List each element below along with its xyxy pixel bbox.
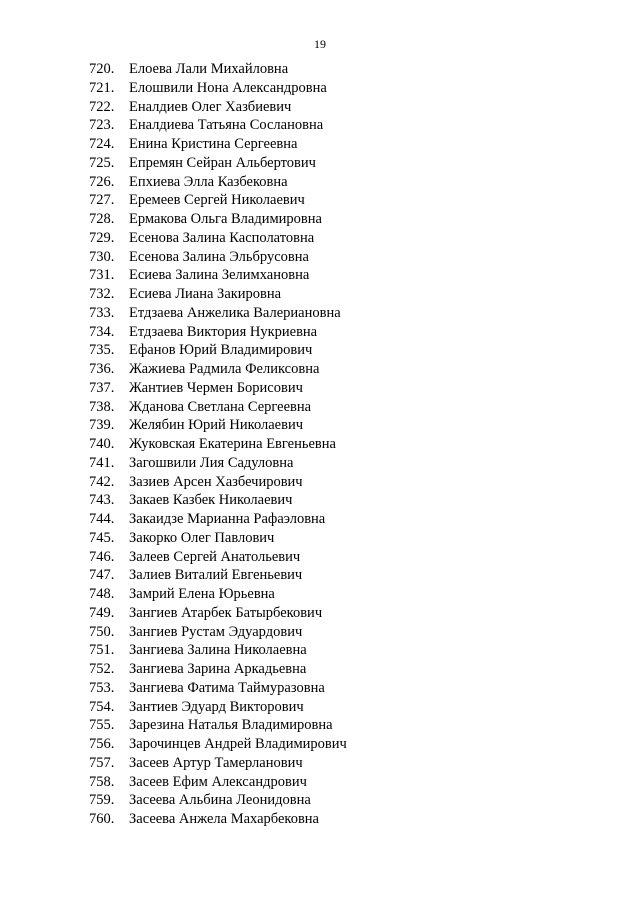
entry-name: Залеев Сергей Анатольевич <box>129 548 301 565</box>
list-item <box>89 60 347 79</box>
entry-number: 742. <box>89 473 115 490</box>
list-item <box>89 323 347 342</box>
entry-number: 725. <box>89 154 115 171</box>
entry-name: Еремеев Сергей Николаевич <box>129 192 305 209</box>
entry-name: Жуковская Екатерина Евгеньевна <box>129 436 336 452</box>
list-item <box>89 154 347 173</box>
entry-name: Желябин Юрий Николаевич <box>129 417 304 434</box>
list-item <box>89 229 347 248</box>
name-list <box>89 60 347 829</box>
entry-number: 739. <box>89 417 115 434</box>
entry-name: Елошвили Нона Александровна <box>129 79 327 96</box>
list-item <box>89 585 347 604</box>
list-item <box>89 173 347 192</box>
entry-name: Жантиев Чермен Борисович <box>129 379 303 396</box>
list-item <box>89 810 347 829</box>
entry-name: Закаидзе Марианна Рафаэловна <box>129 511 326 527</box>
entry-name: Етдзаева Анжелика Валериановна <box>129 304 341 321</box>
list-item <box>89 473 347 492</box>
entry-number: 744. <box>89 511 115 527</box>
list-item <box>89 135 347 154</box>
entry-number: 748. <box>89 586 115 602</box>
entry-number: 720. <box>89 61 115 77</box>
entry-number: 741. <box>89 454 115 471</box>
list-item <box>89 698 347 717</box>
list-item <box>89 266 347 285</box>
entry-number: 756. <box>89 736 115 752</box>
entry-number: 759. <box>89 792 115 809</box>
entry-number: 723. <box>89 117 115 134</box>
list-item <box>89 716 347 735</box>
list-item <box>89 491 347 510</box>
entry-name: Закорко Олег Павлович <box>129 529 275 546</box>
list-item <box>89 604 347 623</box>
entry-number: 749. <box>89 604 115 621</box>
entry-name: Закаев Казбек Николаевич <box>129 492 293 509</box>
entry-name: Зангиева Залина Николаевна <box>129 642 307 659</box>
entry-name: Ефанов Юрий Владимирович <box>129 342 313 359</box>
entry-number: 746. <box>89 548 115 565</box>
entry-number: 721. <box>89 79 115 96</box>
list-item <box>89 754 347 773</box>
list-item <box>89 79 347 98</box>
entry-name: Засеева Альбина Леонидовна <box>129 792 311 809</box>
list-item <box>89 510 347 529</box>
list-item <box>89 210 347 229</box>
entry-name: Зарезина Наталья Владимировна <box>129 717 333 734</box>
entry-name: Еналдиева Татьяна Сослановна <box>129 117 324 134</box>
list-item <box>89 341 347 360</box>
list-item <box>89 98 347 117</box>
list-item <box>89 116 347 135</box>
list-item <box>89 304 347 323</box>
entry-number: 753. <box>89 679 115 696</box>
entry-name: Засеев Артур Тамерланович <box>129 754 303 771</box>
entry-name: Залиев Виталий Евгеньевич <box>129 567 303 584</box>
list-item <box>89 548 347 567</box>
entry-number: 755. <box>89 717 115 734</box>
entry-number: 736. <box>89 361 115 377</box>
entry-name: Есенова Залина Эльбрусовна <box>129 248 309 265</box>
entry-number: 733. <box>89 304 115 321</box>
entry-number: 732. <box>89 286 115 302</box>
entry-name: Зарочинцев Андрей Владимирович <box>129 736 347 752</box>
entry-name: Есенова Залина Касполатовна <box>129 229 315 246</box>
entry-name: Жажиева Радмила Феликсовна <box>129 361 320 377</box>
entry-name: Енина Кристина Сергеевна <box>129 136 298 152</box>
entry-name: Епхиева Элла Казбековна <box>129 173 288 190</box>
entry-number: 734. <box>89 323 115 340</box>
entry-number: 738. <box>89 398 115 415</box>
list-item <box>89 398 347 417</box>
list-item <box>89 679 347 698</box>
entry-name: Есиева Лиана Закировна <box>129 286 282 302</box>
entry-name: Зангиев Атарбек Батырбекович <box>129 604 323 621</box>
list-item <box>89 360 347 379</box>
page-number: 19 <box>314 37 326 51</box>
entry-name: Жданова Светлана Сергеевна <box>129 398 312 415</box>
entry-number: 735. <box>89 342 115 359</box>
entry-number: 760. <box>89 811 115 827</box>
list-item <box>89 641 347 660</box>
entry-name: Еналдиев Олег Хазбиевич <box>129 98 292 115</box>
entry-number: 731. <box>89 267 115 284</box>
entry-number: 726. <box>89 173 115 190</box>
entry-number: 747. <box>89 567 115 584</box>
entry-number: 737. <box>89 379 115 396</box>
list-item <box>89 454 347 473</box>
entry-number: 751. <box>89 642 115 659</box>
entry-number: 757. <box>89 754 115 771</box>
entry-number: 724. <box>89 136 115 152</box>
entry-name: Етдзаева Виктория Нукриевна <box>129 323 318 340</box>
entry-number: 740. <box>89 436 115 452</box>
entry-number: 727. <box>89 192 115 209</box>
entry-name: Засеева Анжела Махарбековна <box>129 811 319 827</box>
entry-name: Елоева Лали Михайловна <box>129 61 289 77</box>
entry-name: Замрий Елена Юрьевна <box>129 586 275 602</box>
entry-number: 745. <box>89 529 115 546</box>
entry-name: Есиева Залина Зелимхановна <box>129 267 310 284</box>
list-item <box>89 735 347 754</box>
entry-number: 743. <box>89 492 115 509</box>
list-item <box>89 379 347 398</box>
entry-number: 752. <box>89 661 115 677</box>
entry-name: Зазиев Арсен Хазбечирович <box>129 473 303 490</box>
entry-name: Засеев Ефим Александрович <box>129 773 307 790</box>
list-item <box>89 566 347 585</box>
list-item <box>89 623 347 642</box>
list-item <box>89 416 347 435</box>
list-item <box>89 435 347 454</box>
entry-number: 730. <box>89 248 115 265</box>
entry-number: 758. <box>89 773 115 790</box>
entry-number: 722. <box>89 98 115 115</box>
list-item <box>89 660 347 679</box>
entry-number: 754. <box>89 698 115 715</box>
entry-name: Зангиев Рустам Эдуардович <box>129 623 303 640</box>
entry-name: Ермакова Ольга Владимировна <box>129 211 322 227</box>
entry-name: Зантиев Эдуард Викторович <box>129 698 304 715</box>
entry-number: 728. <box>89 211 115 227</box>
list-item <box>89 191 347 210</box>
list-item <box>89 773 347 792</box>
entry-number: 729. <box>89 229 115 246</box>
entry-name: Епремян Сейран Альбертович <box>129 154 316 171</box>
entry-name: Зангиева Фатима Таймуразовна <box>129 679 325 696</box>
entry-name: Загошвили Лия Садуловна <box>129 454 294 471</box>
list-item <box>89 529 347 548</box>
entry-number: 750. <box>89 623 115 640</box>
entry-name: Зангиева Зарина Аркадьевна <box>129 661 307 677</box>
list-item <box>89 248 347 267</box>
list-item <box>89 791 347 810</box>
list-item <box>89 285 347 304</box>
